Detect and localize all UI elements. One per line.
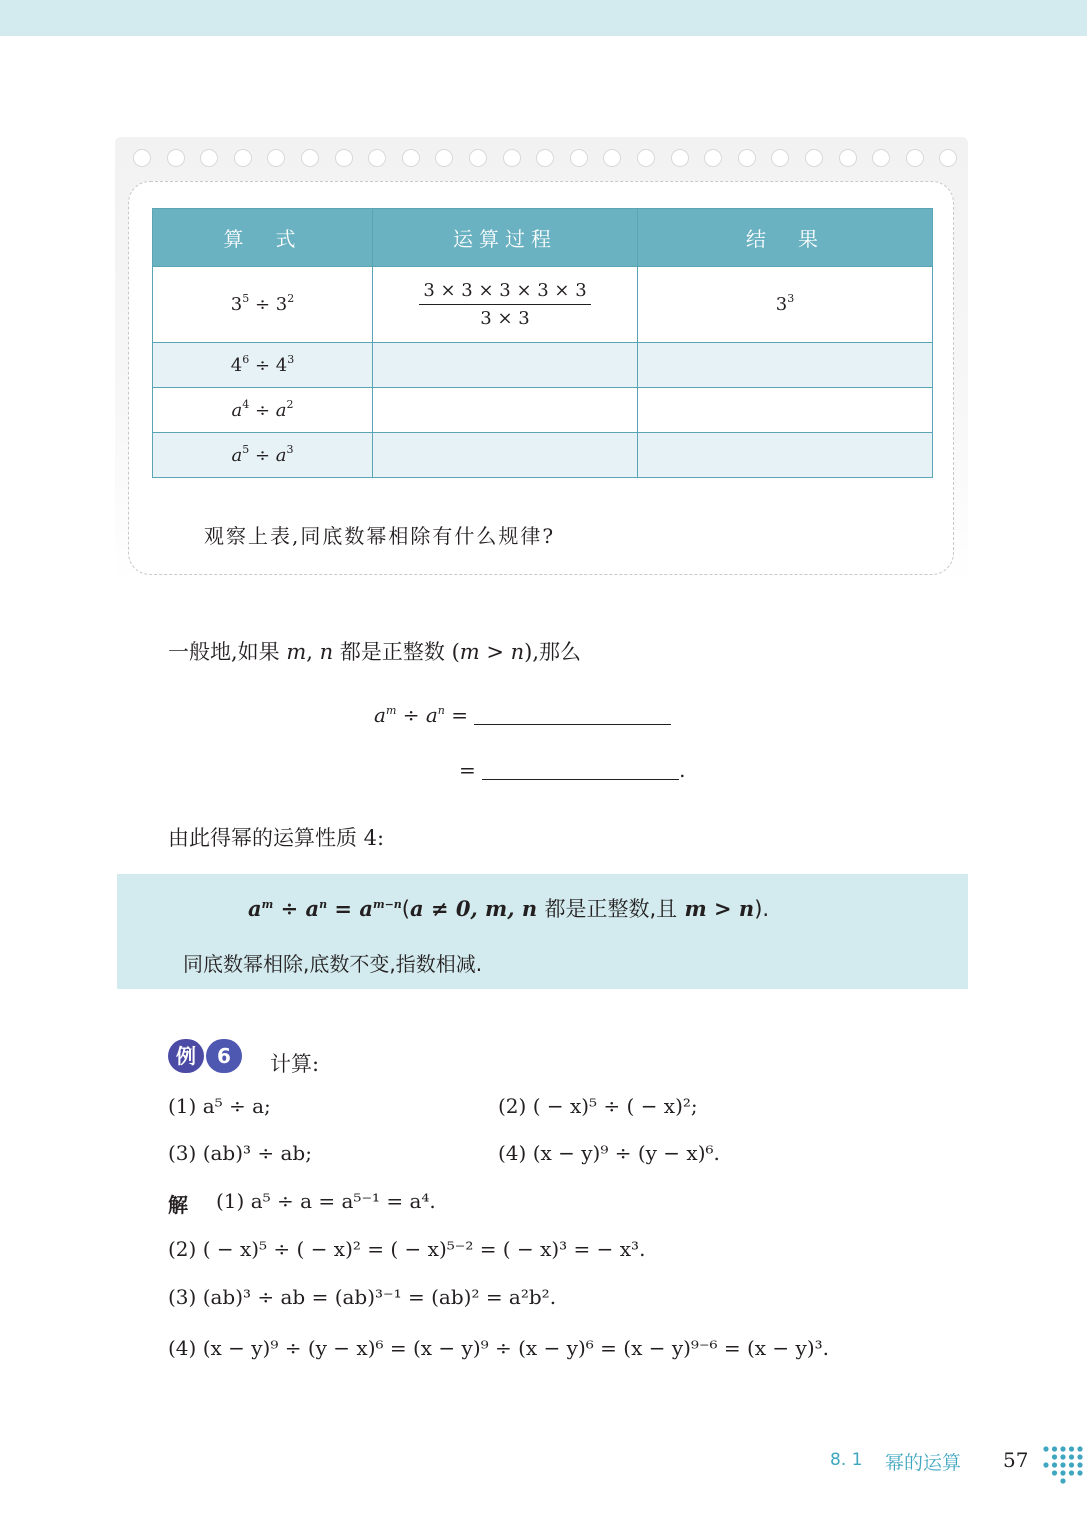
dot (1069, 1462, 1074, 1467)
binder-ring (536, 149, 554, 167)
example-number-badge: 6 (206, 1039, 242, 1073)
dot (1043, 1462, 1048, 1467)
process-cell (373, 343, 638, 388)
result-cell (638, 433, 933, 478)
dot (1052, 1470, 1057, 1475)
binder-ring (301, 149, 319, 167)
header-process: 运算过程 (373, 209, 638, 267)
dot (1060, 1470, 1065, 1475)
dot (1060, 1454, 1065, 1459)
formula-blank-line-1: $a^m \div a^n$ = (374, 703, 671, 727)
table-row (153, 388, 933, 433)
binder-ring (570, 149, 588, 167)
dot (1077, 1470, 1082, 1475)
process-fraction: $\frac{3 \times 3 \times 3 \times 3 \times 3}{3 \times 3}$ (419, 280, 590, 329)
dot (1060, 1446, 1065, 1451)
binder-ring (402, 149, 420, 167)
dot (1052, 1446, 1057, 1451)
problem-4: (4) (x − y)⁹ ÷ (y − x)⁶. (498, 1141, 720, 1165)
dot (1052, 1454, 1057, 1459)
result-cell: $3^3$ (638, 267, 933, 343)
binder-rings (133, 149, 953, 171)
formula-blank-line-2: = . (459, 758, 686, 782)
binder-ring (435, 149, 453, 167)
binder-ring (906, 149, 924, 167)
example-title: 计算: (270, 1052, 320, 1076)
solution-4: (4) (x − y)⁹ ÷ (y − x)⁶ = (x − y)⁹ ÷ (x − y)⁶ = (x − y)⁹⁻⁶ = (x − y)³. (168, 1336, 830, 1360)
binder-ring (872, 149, 890, 167)
property-intro: 由此得幂的运算性质 4: (168, 826, 385, 850)
solution-label: 解 (168, 1193, 188, 1217)
expression-cell: $a^4 \div a^2$ (153, 388, 373, 433)
header-expression: 算 式 (153, 209, 373, 267)
dot (1077, 1462, 1082, 1467)
table-row (153, 433, 933, 478)
process-cell (373, 433, 638, 478)
general-statement: 一般地,如果 m, n 都是正整数 (m > n),那么 (168, 640, 582, 664)
result-cell (638, 343, 933, 388)
dot-grid-icon (1040, 1444, 1086, 1486)
process-cell (373, 388, 638, 433)
table-row (153, 343, 933, 388)
binder-ring (267, 149, 285, 167)
binder-ring (839, 149, 857, 167)
problem-1: (1) a⁵ ÷ a; (168, 1094, 271, 1118)
binder-ring (368, 149, 386, 167)
dot (1052, 1462, 1057, 1467)
solution-2: (2) ( − x)⁵ ÷ ( − x)² = ( − x)⁵⁻² = ( − x)³ = − x³. (168, 1237, 646, 1261)
problem-2: (2) ( − x)⁵ ÷ ( − x)²; (498, 1094, 698, 1118)
answer-blank-2[interactable] (482, 761, 679, 780)
binder-ring (671, 149, 689, 167)
problem-3: (3) (ab)³ ÷ ab; (168, 1141, 312, 1165)
dot (1043, 1446, 1048, 1451)
binder-ring (234, 149, 252, 167)
table-header-row (153, 209, 933, 267)
example-badge: 例 (168, 1039, 204, 1073)
binder-ring (637, 149, 655, 167)
division-table (152, 208, 933, 478)
header-result: 结 果 (638, 209, 933, 267)
binder-ring (704, 149, 722, 167)
top-band (0, 0, 1087, 36)
dot (1069, 1446, 1074, 1451)
dot (1069, 1454, 1074, 1459)
rule-formula: $a^m \div a^n = a^{m-n}(a \ne 0$, m, n 都是正整数,且 m > n). (248, 896, 770, 921)
binder-ring (167, 149, 185, 167)
binder-ring (503, 149, 521, 167)
dot (1077, 1446, 1082, 1451)
process-cell (373, 267, 638, 343)
observation-question: 观察上表,同底数幂相除有什么规律? (204, 524, 556, 548)
footer-section-title: 幂的运算 (885, 1452, 962, 1474)
footer-section-number: 8. 1 (830, 1450, 863, 1470)
binder-ring (200, 149, 218, 167)
dot (1077, 1454, 1082, 1459)
dot (1069, 1470, 1074, 1475)
expression-cell: $4^6 \div 4^3$ (153, 343, 373, 388)
binder-ring (603, 149, 621, 167)
binder-ring (133, 149, 151, 167)
answer-blank-1[interactable] (474, 706, 671, 725)
table-row (153, 267, 933, 343)
solution-1: (1) a⁵ ÷ a = a⁵⁻¹ = a⁴. (216, 1189, 436, 1213)
rule-text: 同底数幂相除,底数不变,指数相减. (183, 952, 483, 976)
solution-3: (3) (ab)³ ÷ ab = (ab)³⁻¹ = (ab)² = a²b². (168, 1285, 557, 1309)
result-cell (638, 388, 933, 433)
binder-ring (469, 149, 487, 167)
binder-ring (335, 149, 353, 167)
binder-ring (771, 149, 789, 167)
binder-ring (805, 149, 823, 167)
binder-ring (738, 149, 756, 167)
dot (1060, 1462, 1065, 1467)
expression-cell: $3^5 \div 3^2$ (153, 267, 373, 343)
dot (1060, 1478, 1065, 1483)
expression-cell: $a^5 \div a^3$ (153, 433, 373, 478)
page-number: 57 (1003, 1448, 1029, 1472)
